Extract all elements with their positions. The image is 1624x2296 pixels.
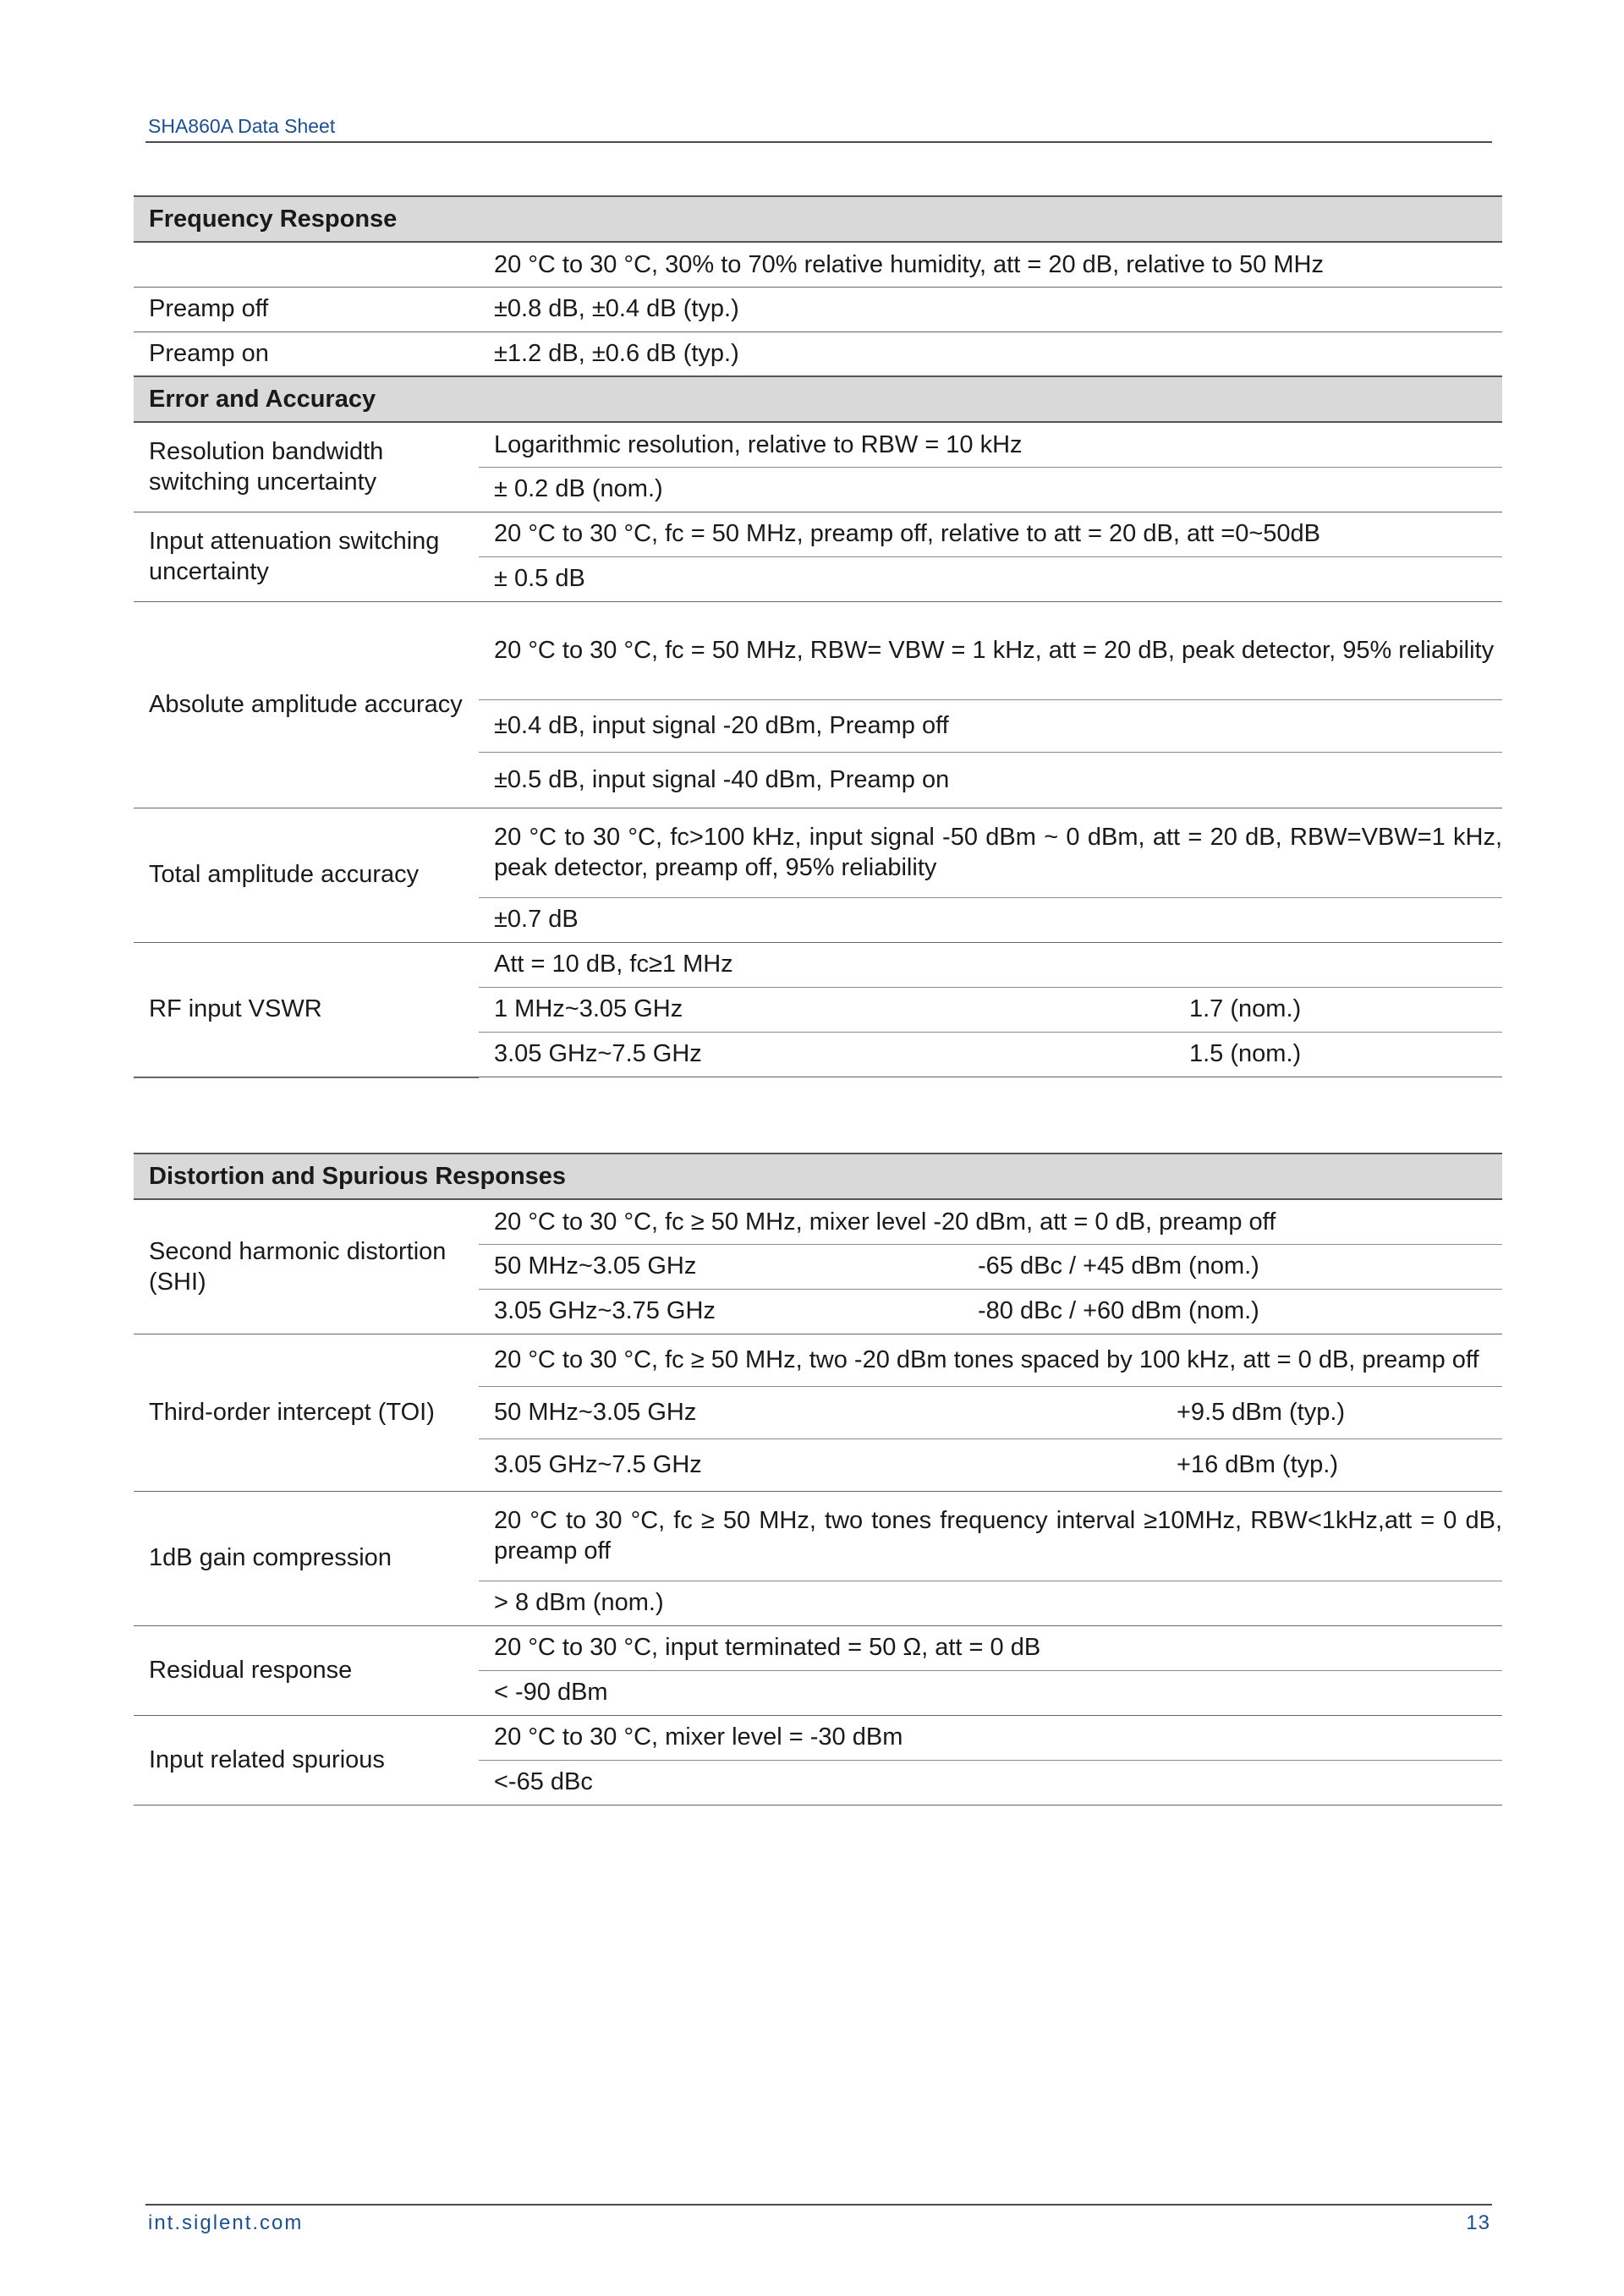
- range-cell: 3.05 GHz~7.5 GHz: [479, 1032, 1189, 1077]
- section-title-error-accuracy: Error and Accuracy: [134, 376, 1502, 422]
- table-row: [134, 1625, 1502, 1670]
- page-number: 13: [1466, 2211, 1490, 2234]
- distortion-table: [134, 1153, 1502, 1806]
- range-cell: 3.05 GHz~7.5 GHz: [479, 1438, 978, 1491]
- table-row: [134, 1491, 1502, 1581]
- spec-value-cell: -80 dBc / +60 dBm (nom.): [978, 1289, 1502, 1334]
- section-title-distortion: Distortion and Spurious Responses: [134, 1153, 1502, 1199]
- document-header-title: SHA860A Data Sheet: [148, 115, 336, 137]
- table-row: [134, 1199, 1502, 1244]
- row-label: Resolution bandwidth switching uncertainty: [149, 438, 384, 496]
- spec-value-cell: 1.5 (nom.): [1189, 1032, 1502, 1077]
- spec-value-cell: -65 dBc / +45 dBm (nom.): [978, 1244, 1502, 1289]
- table-row: [134, 512, 1502, 556]
- spec-value-cell: +9.5 dBm (typ.): [978, 1386, 1502, 1438]
- table-row: [134, 942, 1502, 987]
- condition-cell: 20 °C to 30 °C, fc = 50 MHz, preamp off, relative to att = 20 dB, att =0~50dB: [479, 512, 1502, 556]
- table-row: [134, 422, 1502, 467]
- section-header-row: [134, 196, 1502, 242]
- row-label: [134, 242, 479, 287]
- row-label: RF input VSWR: [134, 942, 479, 1077]
- section-header-row: [134, 376, 1502, 422]
- table-row: [134, 1334, 1502, 1386]
- table-row: [134, 332, 1502, 376]
- table-row: [134, 808, 1502, 897]
- condition-cell: 20 °C to 30 °C, fc = 50 MHz, RBW= VBW = 1 kHz, att = 20 dB, peak detector, 95% reliability: [479, 601, 1502, 699]
- row-label: Preamp off: [134, 287, 479, 332]
- condition-cell: 20 °C to 30 °C, fc ≥ 50 MHz, two tones frequency interval ≥10MHz, RBW<1kHz,att = 0 dB, preamp off: [479, 1491, 1502, 1581]
- range-cell: 50 MHz~3.05 GHz: [479, 1386, 978, 1438]
- range-cell: 3.05 GHz~3.75 GHz: [479, 1289, 978, 1334]
- row-label: Input attenuation switching uncertainty: [134, 512, 479, 601]
- row-label: Second harmonic distortion (SHI): [149, 1237, 447, 1296]
- value-cell: < -90 dBm: [479, 1670, 1502, 1715]
- condition-cell: 20 °C to 30 °C, fc>100 kHz, input signal -50 dBm ~ 0 dBm, att = 20 dB, RBW=VBW=1 kHz, peak detector, preamp off, 95% reliability: [479, 808, 1502, 897]
- value-cell: ±0.4 dB, input signal -20 dBm, Preamp off: [479, 699, 1502, 752]
- value-cell: > 8 dBm (nom.): [479, 1581, 1502, 1625]
- row-label: Total amplitude accuracy: [134, 808, 479, 942]
- value-cell: ±0.7 dB: [479, 897, 1502, 942]
- table-row: [134, 1715, 1502, 1760]
- condition-cell: 20 °C to 30 °C, 30% to 70% relative humidity, att = 20 dB, relative to 50 MHz: [479, 242, 1502, 287]
- value-cell: ± 0.2 dB (nom.): [479, 467, 1502, 512]
- table-row: [134, 601, 1502, 699]
- footer-divider: [145, 2204, 1492, 2206]
- row-label: Residual response: [134, 1625, 479, 1715]
- footer-website: int.siglent.com: [148, 2211, 304, 2234]
- row-label: Input related spurious: [134, 1715, 479, 1805]
- row-label: 1dB gain compression: [134, 1491, 479, 1625]
- frequency-error-table: [134, 195, 1502, 1078]
- section-header-row: [134, 1153, 1502, 1199]
- condition-cell: 20 °C to 30 °C, fc ≥ 50 MHz, mixer level -20 dBm, att = 0 dB, preamp off: [494, 1208, 1276, 1236]
- value-cell: ±1.2 dB, ±0.6 dB (typ.): [479, 332, 1502, 376]
- spec-value-cell: +16 dBm (typ.): [978, 1438, 1502, 1491]
- row-label: Preamp on: [134, 332, 479, 376]
- header-divider: [145, 141, 1492, 143]
- table-row: [134, 242, 1502, 287]
- range-cell: 1 MHz~3.05 GHz: [479, 987, 1189, 1032]
- value-cell: <-65 dBc: [479, 1760, 1502, 1805]
- range-cell: 50 MHz~3.05 GHz: [479, 1244, 978, 1289]
- section-title-frequency-response: Frequency Response: [134, 196, 1502, 242]
- value-cell: ±0.8 dB, ±0.4 dB (typ.): [479, 287, 1502, 332]
- row-label: Absolute amplitude accuracy: [134, 601, 479, 808]
- condition-cell: 20 °C to 30 °C, fc ≥ 50 MHz, two -20 dBm tones spaced by 100 kHz, att = 0 dB, preamp off: [479, 1334, 1502, 1386]
- table-row: [134, 287, 1502, 332]
- spec-value-cell: 1.7 (nom.): [1189, 987, 1502, 1032]
- condition-cell: 20 °C to 30 °C, input terminated = 50 Ω, att = 0 dB: [479, 1625, 1502, 1670]
- row-label: Third-order intercept (TOI): [134, 1334, 479, 1491]
- value-cell: ± 0.5 dB: [479, 556, 1502, 601]
- condition-cell: Logarithmic resolution, relative to RBW = 10 kHz: [494, 430, 1023, 458]
- condition-cell: Att = 10 dB, fc≥1 MHz: [479, 942, 1502, 987]
- value-cell: ±0.5 dB, input signal -40 dBm, Preamp on: [479, 752, 1502, 808]
- condition-cell: 20 °C to 30 °C, mixer level = -30 dBm: [479, 1715, 1502, 1760]
